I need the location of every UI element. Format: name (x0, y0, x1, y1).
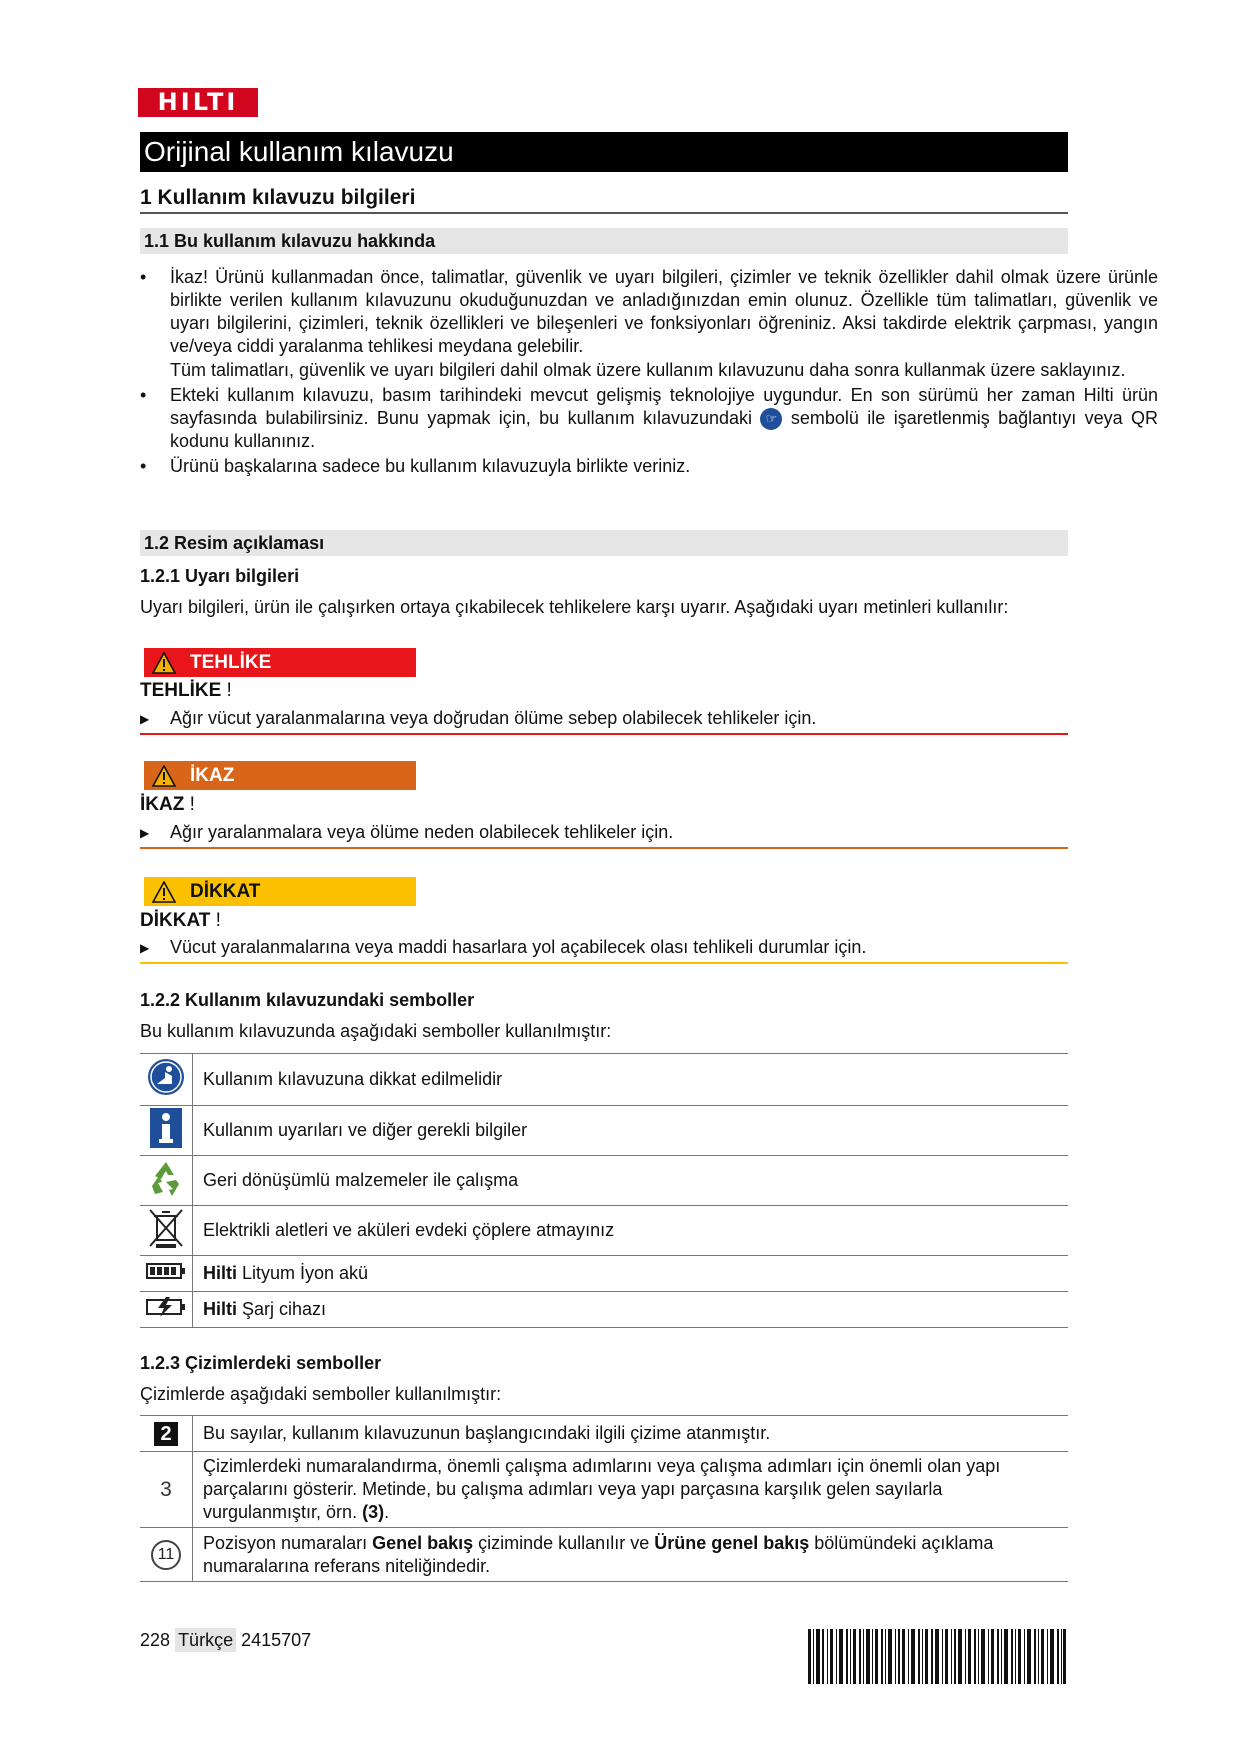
row-text: Geri dönüşümlü malzemeler ile çalışma (203, 1170, 519, 1190)
symbol-cell (140, 1256, 193, 1292)
warning-triangle-icon (152, 652, 176, 674)
section-1-heading: 1 Kullanım kılavuzu bilgileri (140, 186, 1068, 214)
section-1-2-heading: 1.2 Resim açıklaması (140, 530, 1068, 556)
bullet-text: Ürünü başkalarına sadece bu kullanım kılavuzuyla birlikte veriniz. (170, 456, 691, 477)
symbol-text (193, 1528, 1069, 1582)
signal-label: TEHLİKE (190, 652, 272, 673)
symbol-cell (140, 1054, 193, 1106)
section-1-2-3-heading: 1.2.3 Çizimlerdeki semboller (140, 1353, 382, 1373)
bullet-text: Ekteki kullanım kılavuzu, basım tarihindeki mevcut gelişmiş teknolojiye uygundur. En son sürümü her zaman Hilti ürün sayfasında bulabilirsiniz. Bunu yapmak için, bu kullanım kılavuzundaki (170, 385, 1158, 428)
row-text: Elektrikli aletleri ve aküleri evdeki çöplere atmayınız (203, 1220, 615, 1240)
symbol-cell (140, 1156, 193, 1206)
page-number: 228 (140, 1630, 171, 1650)
bullet-text-continued: Tüm talimatları, güvenlik ve uyarı bilgileri dahil olmak üzere kullanım kılavuzunu daha sonra kullanmak üzere saklayınız. (170, 360, 1126, 380)
row-text: Şarj cihazı (237, 1299, 327, 1319)
symbol-text (193, 1106, 1069, 1156)
page-title: Orijinal kullanım kılavuzu (140, 132, 1068, 172)
bullet-text: İkaz! Ürünü kullanmadan önce, talimatlar, güvenlik ve uyarı bilgileri, çizimler ve teknik özellikler dahil olmak üzere ürünle birlikte verilen kullanım kılavuzunu okuduğunuzdan ve anladığınızdan emin olunuz. Özellikle tüm talimatları, güvenlik ve uyarı bilgilerini, çizimleri, teknik özellikleri ve bileşenleri ve fonksiyonları öğreniniz. Aksi takdirde elektrik çarpması, yangın ve/veya ciddi yaralanma tehlikesi meydana gelebilir. (170, 267, 1158, 356)
warning-rule (140, 847, 1068, 849)
warning-triangle-icon (152, 765, 176, 787)
symbol-cell (140, 1416, 193, 1452)
row-text: çiziminde kullanılır ve (473, 1532, 655, 1553)
symbol-text (193, 1256, 1069, 1292)
caution-signal-bar (144, 877, 416, 906)
signal-description: Vücut yaralanmalarına veya maddi hasarlara yol açabilecek olası tehlikeli durumlar için. (170, 937, 867, 957)
signal-word: TEHLİKE (140, 680, 222, 701)
step-number: 3 (160, 1477, 172, 1501)
symbol-text (193, 1054, 1069, 1106)
table-row (140, 1528, 1068, 1582)
signal-label: İKAZ (190, 765, 235, 786)
section-1-1-heading: 1.1 Bu kullanım kılavuzu hakkında (140, 228, 1068, 254)
danger-word (140, 680, 232, 702)
info-icon (150, 1108, 182, 1148)
step-reference: (3) (362, 1502, 385, 1522)
language-label: Türkçe (175, 1628, 236, 1652)
drawing-symbols-table (140, 1415, 1068, 1582)
table-row (140, 1452, 1068, 1528)
read-manual-icon (147, 1058, 185, 1096)
signal-description: Ağır yaralanmalara veya ölüme neden olabilecek tehlikeler için. (170, 822, 674, 842)
symbols-intro: Bu kullanım kılavuzunda aşağıdaki semboller kullanılmıştır: (140, 1021, 612, 1041)
battery-icon (146, 1261, 186, 1281)
arrow-bullet-icon: ▶ (140, 941, 150, 956)
signal-word: DİKKAT (140, 910, 211, 931)
table-row (140, 1292, 1068, 1328)
caution-text (140, 937, 866, 958)
list-item (140, 455, 1158, 478)
warning-triangle-icon (152, 881, 176, 903)
barcode-icon (808, 1629, 1066, 1684)
table-row (140, 1206, 1068, 1256)
recycle-icon (146, 1158, 186, 1198)
caution-rule (140, 962, 1068, 964)
caution-word (140, 910, 221, 932)
bullet-text: sembolü ile işaretlenmiş bağlantıyı veya QR kodunu kullanınız. (170, 408, 1159, 452)
symbol-text (193, 1292, 1069, 1328)
danger-text (140, 708, 816, 729)
charger-icon (146, 1296, 186, 1318)
manual-symbols-table (140, 1053, 1068, 1328)
warning-intro: Uyarı bilgileri, ürün ile çalışırken ortaya çıkabilecek tehlikelere karşı uyarır. Aşağıdaki uyarı metinleri kullanılır: (140, 597, 1009, 617)
document-number: 2415707 (241, 1630, 312, 1650)
signal-exclamation: ! (221, 680, 232, 701)
signal-exclamation: ! (184, 794, 195, 815)
overview-reference: Genel bakış (372, 1532, 474, 1553)
arrow-bullet-icon: ▶ (140, 712, 150, 727)
brand-name: Hilti (203, 1263, 237, 1283)
arrow-bullet-icon: ▶ (140, 826, 150, 841)
crossed-bin-icon (146, 1206, 186, 1250)
symbol-cell (140, 1528, 193, 1582)
warning-text (140, 822, 673, 843)
section-1-2-1-heading: 1.2.1 Uyarı bilgileri (140, 566, 300, 586)
product-overview-reference: Ürüne genel bakış (654, 1532, 810, 1553)
manual-link-icon: ☞ (760, 408, 782, 430)
symbol-cell (140, 1292, 193, 1328)
warning-word (140, 794, 195, 816)
symbol-text (193, 1156, 1069, 1206)
list-item (140, 384, 1158, 453)
signal-label: DİKKAT (190, 881, 261, 902)
table-row (140, 1256, 1068, 1292)
row-text: Çizimlerdeki numaralandırma, önemli çalışma adımlarını veya çalışma adımları için önemli olan yapı parçalarını gösterir. Metinde, bu çalışma adımları veya yapı parçasına karşılık gelen sayılarla vurgulanmıştır, örn. (203, 1456, 1001, 1522)
row-text: Bu sayılar, kullanım kılavuzunun başlangıcındaki ilgili çizime atanmıştır. (203, 1423, 771, 1443)
signal-exclamation: ! (210, 910, 221, 931)
symbol-text (193, 1206, 1069, 1256)
row-text: Lityum İyon akü (237, 1263, 369, 1283)
table-row (140, 1054, 1068, 1106)
row-text: Pozisyon numaraları (203, 1532, 373, 1553)
figure-number-box: 2 (154, 1422, 178, 1446)
row-text: Kullanım uyarıları ve diğer gerekli bilgiler (203, 1120, 528, 1140)
page-footer (140, 1630, 311, 1651)
table-row (140, 1416, 1068, 1452)
drawing-symbols-intro: Çizimlerde aşağıdaki semboller kullanılmıştır: (140, 1384, 502, 1404)
symbol-text (193, 1452, 1069, 1528)
signal-word: İKAZ (140, 794, 185, 815)
warning-signal-bar (144, 761, 416, 790)
table-row (140, 1106, 1068, 1156)
symbol-cell (140, 1106, 193, 1156)
table-row (140, 1156, 1068, 1206)
row-text-end: . (384, 1502, 390, 1522)
section-1-2-2-heading: 1.2.2 Kullanım kılavuzundaki semboller (140, 990, 475, 1010)
row-text: bölümündeki açıklama numaralarına referans niteliğindedir. (203, 1532, 994, 1576)
hilti-logo: HILTI (138, 88, 258, 117)
signal-description: Ağır vücut yaralanmalarına veya doğrudan ölüme sebep olabilecek tehlikeler için. (170, 708, 817, 728)
danger-signal-bar (144, 648, 416, 677)
brand-name: Hilti (203, 1299, 237, 1319)
about-manual-list (140, 266, 1158, 478)
list-item (140, 266, 1158, 382)
symbol-cell (140, 1206, 193, 1256)
position-number-circle: 11 (151, 1540, 181, 1570)
row-text: Kullanım kılavuzuna dikkat edilmelidir (203, 1069, 503, 1089)
symbol-text (193, 1416, 1069, 1452)
symbol-cell (140, 1452, 193, 1528)
danger-rule (140, 733, 1068, 735)
